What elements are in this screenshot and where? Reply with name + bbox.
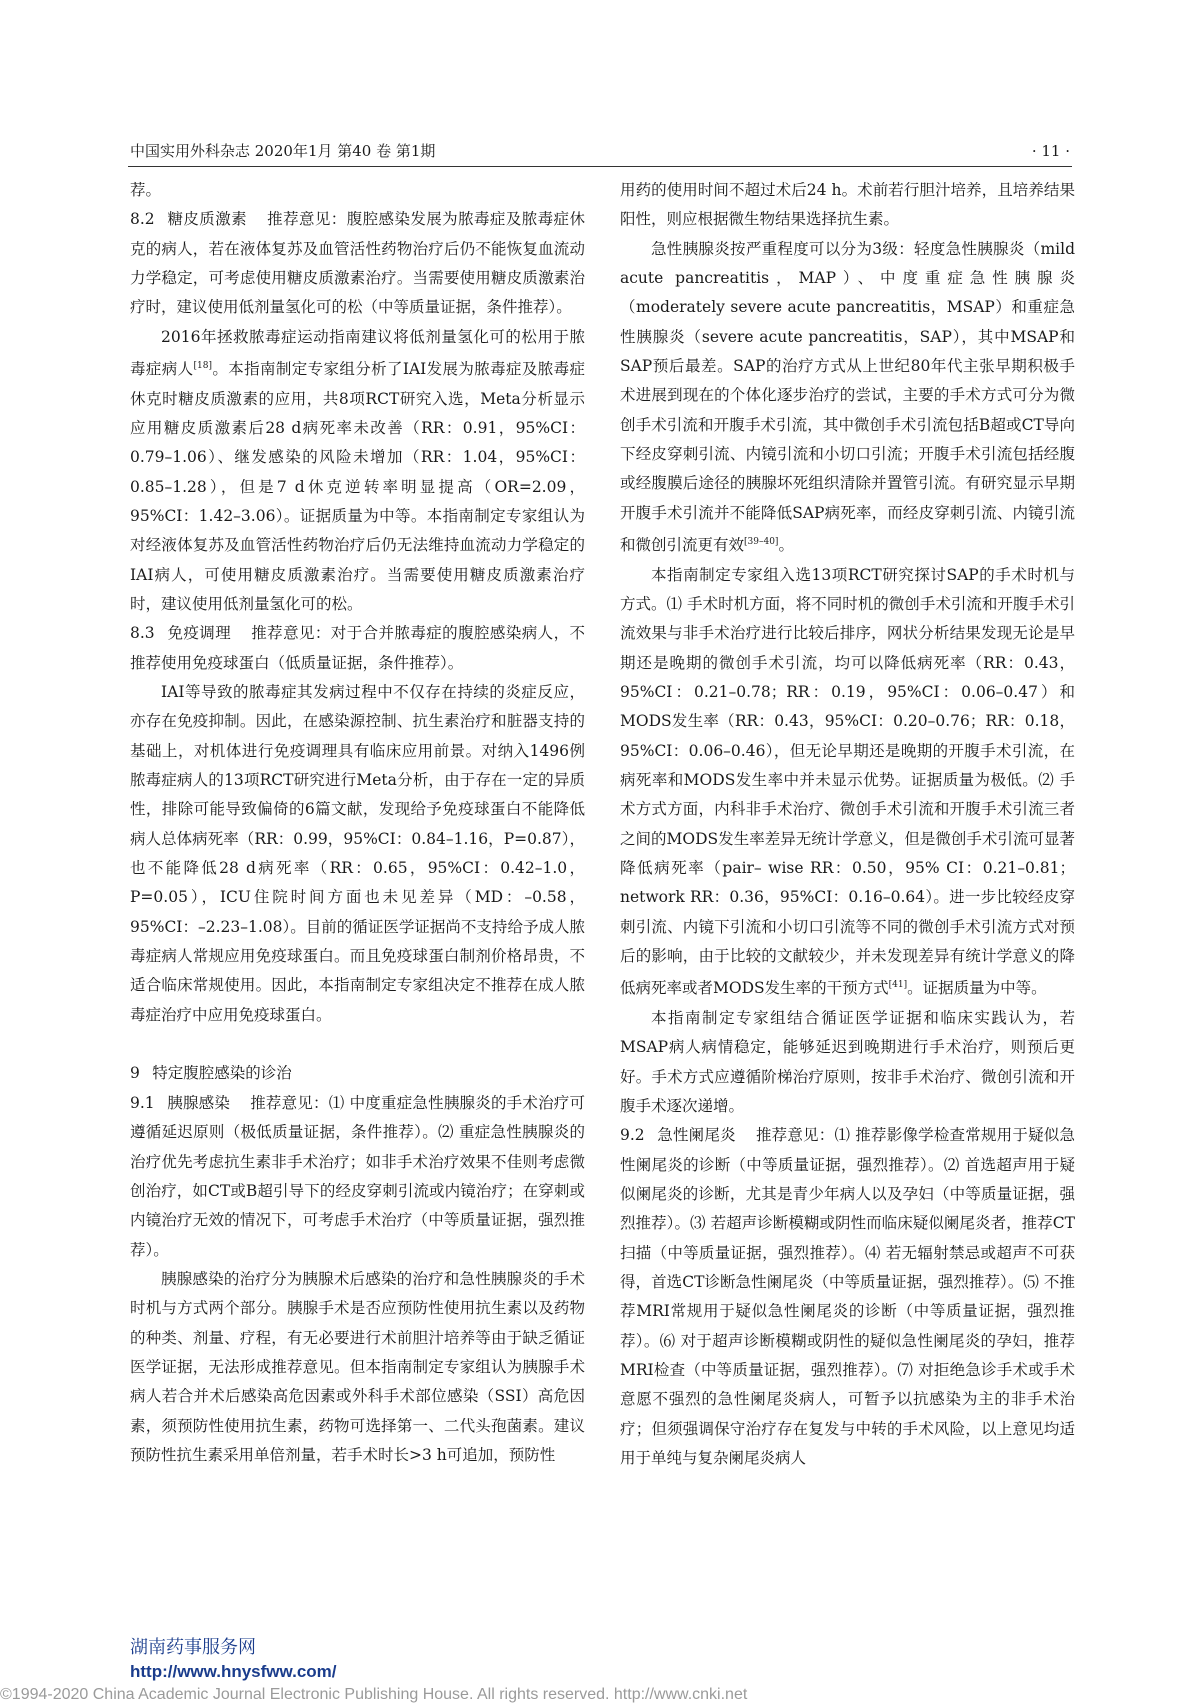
- section-title: 急性阑尾炎: [657, 1126, 736, 1145]
- paragraph: 胰腺感染的治疗分为胰腺术后感染的治疗和急性胰腺炎的手术时机与方式两个部分。胰腺手术是否应预防性使用抗生素以及药物的种类、剂量、疗程，有无必要进行术前胆汁培养等由于缺乏循证医学证据，无法形成推荐意见。但本指南制定专家组认为胰腺手术病人若合并术后感染高危因素或外科手术部位感染（SSI）高危因素，须预防性使用抗生素，药物可选择第一、二代头孢菌素。建议预防性抗生素采用单倍剂量，若手术时长>3 h可追加，预防性: [130, 1269, 585, 1464]
- recommendation-text: 推荐意见：对于合并脓毒症的腹腔感染病人，不推荐使用免疫球蛋白（低质量证据，条件推荐）。: [130, 624, 585, 672]
- paragraph: 本指南制定专家组结合循证医学证据和临床实践认为，若MSAP病人病情稳定，能够延迟到晚期进行手术治疗，则预后更好。手术方式应遵循阶梯治疗原则，按非手术治疗、微创引流和开腹手术逐次递增。: [620, 1008, 1075, 1115]
- right-column: [620, 176, 1075, 1473]
- watermark-url-link[interactable]: http://www.hnysfww.com/: [130, 1662, 337, 1681]
- section-8-2: [130, 205, 585, 322]
- section-title: 免疫调理: [167, 624, 232, 643]
- section-title: 胰腺感染: [167, 1093, 231, 1112]
- copyright-line: ©1994-2020 China Academic Journal Electronic Publishing House. All rights reserved. http://www.cnki.net: [0, 1686, 748, 1703]
- section-title: 糖皮质激素: [167, 210, 248, 229]
- running-header: [130, 137, 1070, 165]
- citation-ref: [18]: [193, 361, 212, 372]
- recommendation-text: 推荐意见：⑴ 中度重症急性胰腺炎的手术治疗可遵循延迟原则（极低质量证据，条件推荐）。⑵ 重症急性胰腺炎的治疗优先考虑抗生素非手术治疗；如非手术治疗效果不佳则考虑微创治疗，如CT或B超引导下的经皮穿刺引流或内镜治疗；在穿刺或内镜治疗无效的情况下，可考虑手术治疗（中等质量证据，强烈推荐）。: [130, 1093, 585, 1259]
- page-number: · 11 ·: [1031, 142, 1070, 160]
- header-divider: [128, 166, 1072, 167]
- section-title: 特定腹腔感染的诊治: [152, 1064, 292, 1083]
- paragraph: IAI等导致的脓毒症其发病过程中不仅存在持续的炎症反应，亦存在免疫抑制。因此，在感染源控制、抗生素治疗和脏器支持的基础上，对机体进行免疫调理具有临床应用前景。对纳入1496例脓毒症病人的13项RCT研究进行Meta分析，由于存在一定的异质性，排除可能导致偏倚的6篇文献，发现给予免疫球蛋白不能降低病人总体病死率（RR：0.99，95%CI：0.84–1.16，P=0.87），也不能降低28 d病死率（RR：0.65，95%CI：0.42–1.0，P=0.05），ICU住院时间方面也未见差异（MD：–0.58，95%CI：–2.23–1.08）。目前的循证医学证据尚不支持给予成人脓毒症病人常规应用免疫球蛋白。而且免疫球蛋白制剂价格昂贵，不适合临床常规使用。因此，本指南制定专家组决定不推荐在成人脓毒症治疗中应用免疫球蛋白。: [130, 683, 585, 1024]
- journal-citation: 中国实用外科杂志 2020年1月 第40 卷 第1期: [130, 142, 436, 160]
- paragraph: 荐。: [130, 181, 162, 199]
- watermark-site-name: 湖南药事服务网: [130, 1637, 256, 1658]
- recommendation-text: 推荐意见：⑴ 推荐影像学检查常规用于疑似急性阑尾炎的诊断（中等质量证据，强烈推荐）。⑵ 首选超声用于疑似阑尾炎的诊断，尤其是青少年病人以及孕妇（中等质量证据，强烈推荐）。⑶ 若超声诊断模糊或阴性而临床疑似阑尾炎者，推荐CT扫描（中等质量证据，强烈推荐）。⑷ 若无辐射禁忌或超声不可获得，首选CT诊断急性阑尾炎（中等质量证据，强烈推荐）。⑸ 不推荐MRI常规用于疑似急性阑尾炎的诊断（中等质量证据，强烈推荐）。⑹ 对于超声诊断模糊或阴性的疑似急性阑尾炎的孕妇，推荐MRI检查（中等质量证据，强烈推荐）。⑺ 对拒绝急诊手术或手术意愿不强烈的急性阑尾炎病人，可暂予以抗感染为主的非手术治疗；但须强调保守治疗存在复发与中转的手术风险，以上意见均适用于单纯与复杂阑尾炎病人: [620, 1126, 1075, 1468]
- section-number: 8.2: [130, 210, 155, 229]
- citation-ref: [39–40]: [744, 537, 779, 548]
- recommendation-text: 推荐意见：腹腔感染发展为脓毒症及脓毒症休克的病人，若在液体复苏及血管活性药物治疗后仍不能恢复血流动力学稳定，可考虑使用糖皮质激素治疗。当需要使用糖皮质激素治疗时，建议使用低剂量氢化可的松（中等质量证据，条件推荐）。: [130, 210, 585, 317]
- section-8-3: [130, 619, 585, 678]
- section-number: 9.1: [130, 1093, 155, 1112]
- section-number: 9: [130, 1064, 140, 1083]
- citation-ref: [41]: [888, 980, 908, 991]
- paragraph: 急性胰腺炎按严重程度可以分为3级：轻度急性胰腺炎（mild acute pancreatitis，MAP）、中度重症急性胰腺炎（moderately severe acute pancreatitis，MSAP）和重症急性胰腺炎（severe acute pancreatitis，SAP），其中MSAP和SAP预后最差。SAP的治疗方式从上世纪80年代主张早期积极手术进展到现在的个体化逐步治疗的尝试，主要的手术方式可分为微创手术引流和开腹手术引流，其中微创手术引流包括B超或CT导向下经皮穿刺引流、内镜引流和小切口引流；开腹手术引流包括经腹或经腹膜后途径的胰腺坏死组织清除并置管引流。有研究显示早期开腹手术引流并不能降低SAP病死率，而经皮穿刺引流、内镜引流和微创引流更有效[39–40]。: [620, 239, 1075, 555]
- paragraph: 本指南制定专家组入选13项RCT研究探讨SAP的手术时机与方式。⑴ 手术时机方面，将不同时机的微创手术引流和开腹手术引流效果与非手术治疗进行比较后排序，网状分析结果发现无论是早期还是晚期的微创手术引流，均可以降低病死率（RR：0.43，95%CI：0.21–0.78；RR：0.19，95%CI：0.06–0.47）和MODS发生率（RR：0.43，95%CI：0.20–0.76；RR：0.18，95%CI：0.06–0.46），但无论早期还是晚期的开腹手术引流，在病死率和MODS发生率中并未显示优势。证据质量为极低。⑵ 手术方式方面，内科非手术治疗、微创手术引流和开腹手术引流三者之间的MODS发生率差异无统计学意义，但是微创手术引流可显著降低病死率（pair– wise RR：0.50，95% CI：0.21–0.81；network RR：0.36，95%CI：0.16–0.64）。进一步比较经皮穿刺引流、内镜下引流和小切口引流等不同的微创手术引流方式对预后的影响，由于比较的文献较少，并未发现差异有统计学意义的降低病死率或者MODS发生率的干预方式[41]。证据质量为中等。: [620, 565, 1075, 998]
- section-number: 8.3: [130, 624, 155, 643]
- section-9-heading: [130, 1059, 585, 1088]
- section-number: 9.2: [620, 1126, 645, 1145]
- paragraph: 2016年拯救脓毒症运动指南建议将低剂量氢化可的松用于脓毒症病人[18]。本指南制定专家组分析了IAI发展为脓毒症及脓毒症休克时糖皮质激素的应用，共8项RCT研究入选，Meta分析显示应用糖皮质激素后28 d病死率未改善（RR：0.91，95%CI：0.79–1.06）、继发感染的风险未增加（RR：1.04，95%CI：0.85–1.28），但是7 d休克逆转率明显提高（OR=2.09，95%CI：1.42–3.06）。证据质量为中等。本指南制定专家组认为对经液体复苏及血管活性药物治疗后仍无法维持血流动力学稳定的IAI病人，可使用糖皮质激素治疗。当需要使用糖皮质激素治疗时，建议使用低剂量氢化可的松。: [130, 327, 585, 613]
- left-column: [130, 176, 585, 1470]
- section-9-2: [620, 1121, 1075, 1473]
- spacer: [130, 1030, 585, 1059]
- paragraph: 用药的使用时间不超过术后24 h。术前若行胆汁培养，且培养结果阳性，则应根据微生物结果选择抗生素。: [620, 181, 1075, 229]
- section-9-1: [130, 1089, 585, 1265]
